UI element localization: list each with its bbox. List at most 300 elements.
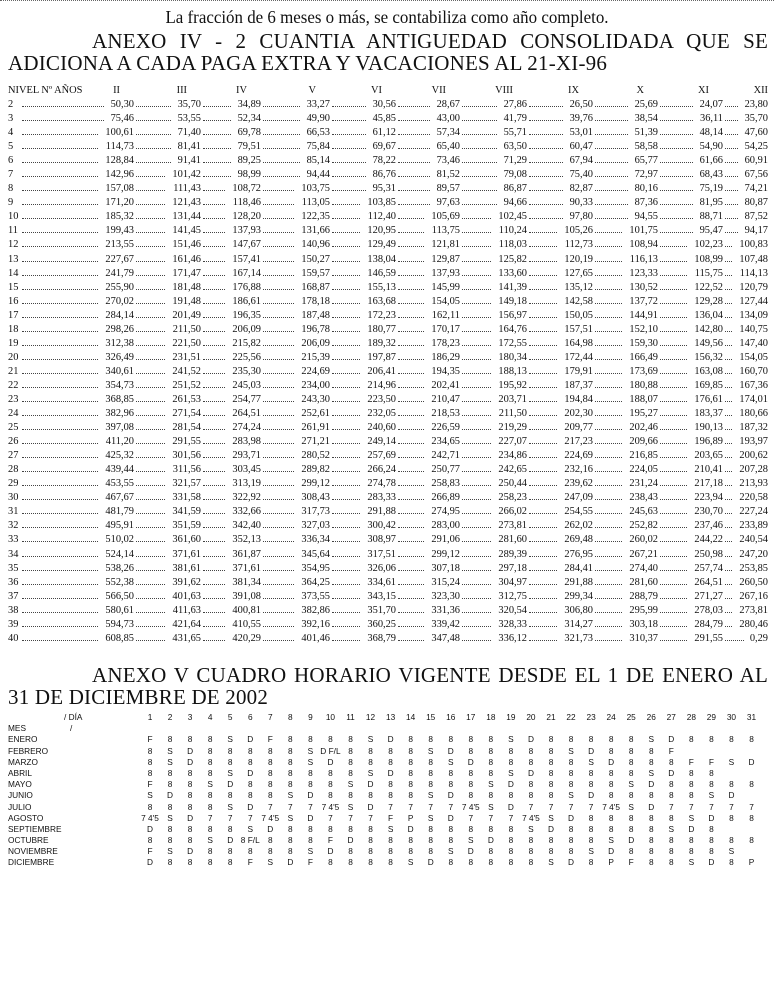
value-cell: 594,73 — [105, 618, 134, 630]
value-cell: 43,00 — [436, 113, 460, 125]
schedule-cell: 8 — [348, 857, 353, 868]
value-cell: 120,95 — [367, 225, 396, 237]
schedule-cell: 7 — [408, 801, 413, 812]
schedule-cell: 8 — [448, 767, 454, 778]
schedule-cell: 8 — [488, 846, 494, 857]
value-cell: 303,45 — [232, 464, 261, 476]
schedule-cell: D — [407, 823, 414, 834]
schedule-cell: 7 — [207, 812, 213, 823]
schedule-cell: 8 — [368, 846, 373, 857]
value-cell: 121,43 — [172, 197, 201, 209]
value-cell: 73,46 — [436, 155, 460, 167]
schedule-cell: 8 — [328, 823, 333, 834]
schedule-cell: 8 — [267, 745, 273, 756]
value-cell: 188,13 — [498, 365, 527, 377]
schedule-cell: 8 — [308, 734, 313, 745]
column-header: VII — [431, 85, 446, 96]
schedule-cell: 8 — [648, 812, 654, 823]
schedule-cell: D — [167, 790, 174, 801]
schedule-cell: 8 — [608, 812, 614, 823]
schedule-cell: S — [227, 767, 233, 778]
month-name: MARZO — [8, 756, 38, 767]
value-cell: 510,02 — [105, 534, 134, 546]
schedule-cell: 8 — [207, 790, 213, 801]
value-cell: 206,09 — [232, 323, 261, 335]
schedule-cell: 8 — [328, 790, 333, 801]
schedule-cell: 7 — [488, 812, 494, 823]
schedule-cell: 8 — [548, 767, 554, 778]
value-cell: 129,87 — [431, 253, 460, 265]
schedule-cell: 8 — [408, 756, 413, 767]
value-cell: 159,57 — [301, 267, 330, 279]
value-cell: 97,63 — [436, 197, 460, 209]
value-cell: 90,33 — [569, 197, 593, 209]
value-cell: 161,46 — [172, 253, 201, 265]
schedule-cell: 8 — [508, 756, 514, 767]
day-number: 22 — [566, 712, 576, 722]
value-cell: 231,51 — [172, 351, 201, 363]
schedule-row — [8, 802, 768, 813]
value-cell: 241,52 — [172, 365, 201, 377]
value-cell: 254,55 — [564, 506, 593, 518]
value-cell: 231,24 — [629, 478, 658, 490]
table-row — [8, 618, 768, 632]
schedule-cell: D — [447, 812, 454, 823]
schedule-cell: 8 — [548, 846, 554, 857]
schedule-cell: S — [447, 756, 454, 767]
schedule-cell: F — [147, 734, 153, 745]
schedule-cell: 8 — [388, 857, 393, 868]
schedule-cell: 8 — [488, 857, 494, 868]
schedule-cell: 8 — [548, 779, 554, 790]
day-number: 31 — [746, 712, 757, 722]
schedule-cell: 8 — [588, 857, 594, 868]
table-row — [8, 562, 768, 576]
value-cell: 411,63 — [172, 604, 201, 616]
schedule-cell: 8 — [528, 857, 534, 868]
schedule-cell: 8 — [388, 756, 393, 767]
schedule-cell: D — [247, 767, 254, 778]
schedule-cell: 8 — [227, 790, 233, 801]
schedule-cell: 8 — [328, 857, 333, 868]
schedule-cell: 8 F/L — [240, 835, 260, 846]
years-cell: 19 — [8, 337, 19, 349]
value-cell: 113,75 — [431, 225, 460, 237]
years-cell: 4 — [8, 127, 14, 139]
value-cell: 195,27 — [629, 408, 658, 420]
value-cell: 39,76 — [569, 113, 593, 125]
value-cell: 149,18 — [498, 295, 527, 307]
schedule-cell: 7 4'5 — [602, 801, 620, 812]
schedule-cell: S — [588, 846, 594, 857]
table-row — [8, 323, 768, 337]
years-cell: 34 — [8, 548, 19, 560]
value-cell: 326,49 — [105, 351, 134, 363]
value-cell: 341,59 — [172, 506, 201, 518]
value-cell: 35,70 — [177, 99, 201, 110]
value-cell: 202,46 — [629, 422, 658, 434]
value-cell: 401,46 — [301, 632, 330, 644]
value-cell: 271,54 — [172, 408, 201, 420]
schedule-cell: 8 — [568, 767, 574, 778]
schedule-cell: 8 — [448, 823, 454, 834]
value-cell: 203,65 — [694, 450, 723, 462]
schedule-cell: S — [648, 767, 655, 778]
value-cell: 169,85 — [694, 379, 723, 391]
value-cell: 288,79 — [629, 590, 658, 602]
value-cell: 108,94 — [629, 239, 658, 251]
schedule-cell: D — [267, 823, 274, 834]
value-cell: 293,71 — [232, 450, 261, 462]
value-cell: 211,50 — [172, 323, 201, 335]
value-cell: 273,81 — [739, 604, 768, 616]
table-row — [8, 449, 768, 463]
schedule-cell: 8 — [448, 857, 454, 868]
schedule-cell: 8 — [488, 756, 494, 767]
schedule-cell: F — [708, 756, 714, 767]
value-cell: 321,73 — [564, 632, 593, 644]
schedule-cell: S — [468, 835, 474, 846]
value-cell: 69,78 — [237, 127, 261, 139]
value-cell: 237,46 — [694, 520, 723, 532]
years-cell: 20 — [8, 351, 19, 363]
value-cell: 174,01 — [739, 393, 768, 405]
schedule-cell: S — [447, 846, 454, 857]
table-row — [8, 295, 768, 309]
schedule-cell: 8 — [729, 779, 734, 790]
value-cell: 196,35 — [232, 309, 261, 321]
years-cell: 39 — [8, 618, 19, 630]
schedule-cell: S — [628, 779, 634, 790]
value-cell: 280,46 — [739, 618, 768, 630]
schedule-cell: F — [668, 745, 674, 756]
schedule-cell: 8 — [608, 734, 614, 745]
value-cell: 315,24 — [431, 576, 460, 588]
schedule-cell: D — [187, 745, 194, 756]
value-cell: 112,40 — [367, 211, 396, 223]
value-cell: 280,52 — [301, 450, 330, 462]
value-cell: 342,40 — [232, 520, 261, 532]
schedule-table — [8, 712, 768, 869]
value-cell: 310,37 — [629, 632, 658, 644]
value-cell: 105,26 — [564, 225, 593, 237]
day-number: 12 — [365, 712, 376, 722]
schedule-cell: D — [648, 779, 655, 790]
value-cell: 284,79 — [694, 618, 723, 630]
value-cell: 186,61 — [232, 295, 261, 307]
value-cell: 154,05 — [431, 295, 460, 307]
value-cell: 141,39 — [498, 281, 527, 293]
table-row — [8, 351, 768, 365]
schedule-cell: 8 — [207, 734, 213, 745]
schedule-cell: 8 — [388, 835, 393, 846]
value-cell: 79,08 — [503, 169, 527, 181]
value-cell: 495,91 — [105, 520, 134, 532]
value-cell: 299,12 — [431, 548, 460, 560]
value-cell: 128,20 — [232, 211, 261, 223]
day-number: 10 — [325, 712, 336, 722]
column-header: II — [113, 85, 120, 96]
schedule-cell: 8 — [388, 745, 393, 756]
value-cell: 347,48 — [431, 632, 460, 644]
value-cell: 311,56 — [172, 464, 201, 476]
value-cell: 210,41 — [694, 464, 723, 476]
value-cell: 48,14 — [699, 127, 723, 139]
value-cell: 68,43 — [699, 169, 723, 181]
schedule-cell: 8 — [628, 745, 634, 756]
value-cell: 35,70 — [744, 113, 768, 125]
value-cell: 65,77 — [634, 155, 658, 167]
schedule-cell: 8 — [468, 767, 474, 778]
schedule-cell: D — [287, 857, 294, 868]
month-name: NOVIEMBRE — [8, 846, 58, 857]
schedule-cell: 8 — [147, 835, 153, 846]
schedule-cell: 8 — [729, 734, 734, 745]
value-cell: 297,18 — [498, 562, 527, 574]
value-cell: 152,10 — [629, 323, 658, 335]
value-cell: 160,70 — [739, 365, 768, 377]
month-name: JULIO — [8, 801, 32, 812]
schedule-row — [8, 757, 768, 768]
years-cell: 33 — [8, 534, 19, 546]
value-cell: 80,16 — [634, 183, 658, 195]
column-header: III — [176, 85, 187, 96]
schedule-cell: 8 — [348, 745, 353, 756]
value-cell: 223,50 — [367, 393, 396, 405]
value-cell: 183,37 — [694, 408, 723, 420]
value-cell: 281,54 — [172, 422, 201, 434]
value-cell: 420,29 — [232, 632, 261, 644]
value-cell: 202,41 — [431, 379, 460, 391]
value-cell: 242,71 — [431, 450, 460, 462]
value-cell: 299,12 — [301, 478, 330, 490]
value-cell: 150,05 — [564, 309, 593, 321]
schedule-cell: 8 — [187, 823, 193, 834]
day-number: 15 — [426, 712, 436, 722]
value-cell: 200,62 — [739, 450, 768, 462]
schedule-cell: 8 — [729, 857, 734, 868]
value-cell: 94,66 — [503, 197, 527, 209]
schedule-cell: 8 — [368, 745, 373, 756]
schedule-cell: S — [508, 767, 514, 778]
schedule-cell: 7 — [588, 801, 594, 812]
value-cell: 391,08 — [232, 590, 261, 602]
value-cell: 129,49 — [367, 239, 396, 251]
value-cell: 41,79 — [503, 113, 527, 125]
value-cell: 226,59 — [431, 422, 460, 434]
value-cell: 360,25 — [367, 618, 396, 630]
years-cell: 17 — [8, 309, 19, 321]
schedule-cell: 8 — [207, 857, 213, 868]
schedule-cell: 8 — [288, 734, 293, 745]
day-number: 23 — [586, 712, 596, 722]
schedule-cell: D — [147, 823, 153, 834]
schedule-cell: 7 — [308, 801, 313, 812]
schedule-cell: P — [407, 812, 414, 823]
table-row — [8, 365, 768, 379]
schedule-cell: 8 — [709, 823, 714, 834]
value-cell: 128,84 — [105, 155, 134, 167]
schedule-cell: S — [387, 823, 394, 834]
value-cell: 52,34 — [237, 113, 261, 125]
value-cell: 33,27 — [306, 99, 330, 110]
schedule-cell: D — [487, 835, 494, 846]
value-cell: 410,55 — [232, 618, 261, 630]
value-cell: 71,29 — [503, 155, 527, 167]
value-cell: 227,24 — [739, 506, 768, 518]
value-cell: 220,58 — [739, 492, 768, 504]
schedule-cell: 8 — [568, 846, 574, 857]
schedule-cell: D — [347, 835, 354, 846]
value-cell: 166,49 — [629, 351, 658, 363]
value-cell: 61,66 — [699, 155, 723, 167]
schedule-cell: S — [528, 823, 534, 834]
day-number: 19 — [506, 712, 516, 722]
value-cell: 232,05 — [367, 408, 396, 420]
day-number: 7 — [267, 712, 273, 722]
value-cell: 114,73 — [105, 141, 134, 153]
schedule-cell: F — [147, 846, 153, 857]
value-cell: 27,86 — [503, 99, 527, 110]
value-cell: 178,18 — [301, 295, 330, 307]
value-cell: 251,52 — [172, 379, 201, 391]
table-row — [8, 309, 768, 323]
value-cell: 53,55 — [177, 113, 201, 125]
table-row — [8, 196, 768, 210]
value-cell: 331,36 — [431, 604, 460, 616]
value-cell: 180,34 — [498, 351, 527, 363]
note-text: La fracción de 6 meses o más, se contabiliza como año completo. — [165, 7, 609, 27]
value-cell: 129,28 — [694, 295, 723, 307]
schedule-cell: S — [427, 790, 434, 801]
years-cell: 30 — [8, 492, 19, 504]
value-cell: 354,95 — [301, 562, 330, 574]
schedule-row — [8, 734, 768, 745]
value-cell: 146,59 — [367, 267, 396, 279]
value-cell: 421,64 — [172, 618, 201, 630]
value-cell: 271,27 — [694, 590, 723, 602]
value-cell: 431,65 — [172, 632, 201, 644]
schedule-cell: 8 — [628, 823, 634, 834]
value-cell: 113,05 — [301, 197, 330, 209]
value-cell: 274,95 — [431, 506, 460, 518]
value-cell: 209,77 — [564, 422, 593, 434]
schedule-cell: 8 — [288, 756, 293, 767]
value-cell: 80,87 — [744, 197, 768, 209]
value-cell: 411,20 — [105, 436, 134, 448]
schedule-cell: D — [527, 734, 534, 745]
schedule-cell: S — [307, 846, 314, 857]
value-cell: 191,48 — [172, 295, 201, 307]
schedule-cell: D — [227, 835, 234, 846]
table-row — [8, 182, 768, 196]
value-cell: 140,96 — [301, 239, 330, 251]
annex-v-title-line2: 31 DE DICIEMBRE DE 2002 — [8, 685, 269, 709]
years-cell: 28 — [8, 464, 19, 476]
value-cell: 278,03 — [694, 604, 723, 616]
value-cell: 164,98 — [564, 337, 593, 349]
schedule-cell: D — [307, 790, 314, 801]
schedule-cell: 7 — [689, 801, 694, 812]
schedule-cell: 8 — [689, 779, 694, 790]
schedule-cell: 8 — [628, 734, 634, 745]
schedule-cell: F — [247, 857, 253, 868]
years-cell: 24 — [8, 408, 19, 420]
value-cell: 247,20 — [739, 548, 768, 560]
schedule-cell: 7 — [729, 801, 734, 812]
value-cell: 45,85 — [372, 113, 396, 125]
schedule-cell: F — [388, 812, 394, 823]
schedule-cell: S — [147, 790, 153, 801]
schedule-cell: S — [648, 734, 655, 745]
value-cell: 108,99 — [694, 253, 723, 265]
schedule-cell: 8 — [227, 756, 233, 767]
schedule-cell: 8 — [207, 756, 213, 767]
value-cell: 123,33 — [629, 267, 658, 279]
schedule-cell: 8 — [167, 779, 173, 790]
value-cell: 190,13 — [694, 422, 723, 434]
schedule-cell: 7 — [709, 801, 714, 812]
schedule-cell: D — [147, 857, 153, 868]
value-cell: 210,47 — [431, 393, 460, 405]
years-cell: 27 — [8, 450, 19, 462]
schedule-cell: S — [167, 756, 173, 767]
value-cell: 187,32 — [739, 422, 768, 434]
day-number: 5 — [227, 712, 233, 722]
column-header: IX — [568, 85, 579, 96]
schedule-cell: 8 — [147, 801, 153, 812]
schedule-cell: 7 — [448, 801, 454, 812]
schedule-month-header — [8, 723, 768, 734]
schedule-cell: D — [227, 779, 234, 790]
value-cell: 131,66 — [301, 225, 330, 237]
value-cell: 291,88 — [367, 506, 396, 518]
value-cell: 116,13 — [629, 253, 658, 265]
schedule-cell: D — [588, 745, 595, 756]
schedule-cell: 8 — [368, 790, 373, 801]
value-cell: 108,72 — [232, 183, 261, 195]
value-cell: 173,69 — [629, 365, 658, 377]
value-cell: 245,63 — [629, 506, 658, 518]
schedule-cell: 8 — [628, 756, 634, 767]
schedule-cell: 7 4'5 — [141, 812, 159, 823]
value-cell: 261,91 — [301, 422, 330, 434]
value-cell: 339,42 — [431, 618, 460, 630]
column-header: VIII — [495, 85, 513, 96]
schedule-cell: 8 — [328, 767, 333, 778]
value-cell: 28,67 — [436, 99, 460, 110]
value-cell: 176,88 — [232, 281, 261, 293]
schedule-row — [8, 824, 768, 835]
value-cell: 291,06 — [431, 534, 460, 546]
value-cell: 122,35 — [301, 211, 330, 223]
value-cell: 94,55 — [634, 211, 658, 223]
table-row — [8, 393, 768, 407]
value-cell: 125,82 — [498, 253, 527, 265]
years-cell: 23 — [8, 393, 19, 405]
value-cell: 67,94 — [569, 155, 593, 167]
table-row — [8, 168, 768, 182]
value-cell: 207,28 — [739, 464, 768, 476]
schedule-cell: 8 — [428, 779, 433, 790]
table-row — [8, 407, 768, 421]
schedule-cell: S — [267, 857, 274, 868]
value-cell: 194,84 — [564, 393, 593, 405]
month-name: ABRIL — [8, 767, 32, 778]
schedule-cell: 7 — [428, 801, 433, 812]
table-row — [8, 435, 768, 449]
value-cell: 170,17 — [431, 323, 460, 335]
